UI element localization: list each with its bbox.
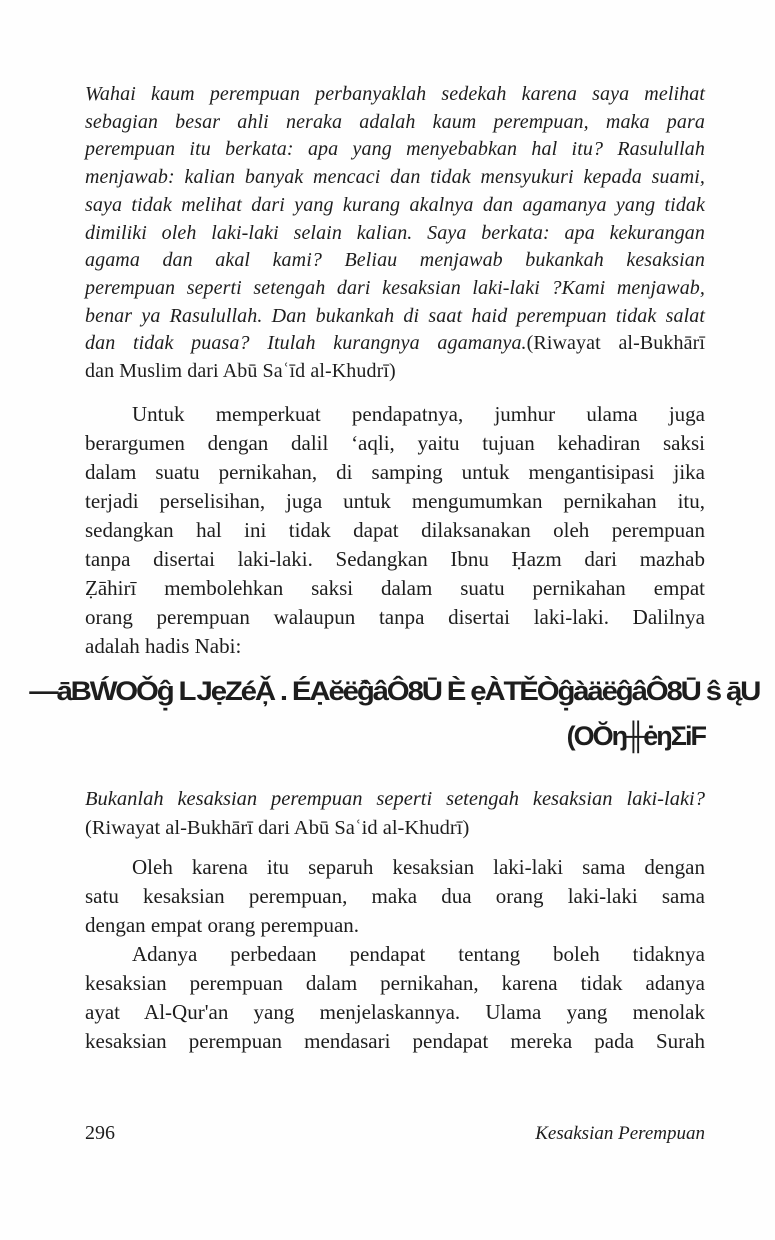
- text-line: [85, 192, 705, 220]
- italic-text-segment: dan tidak puasa? Itulah kurangnya agamanya.: [85, 332, 527, 355]
- text-segment: —āBẂOǑĝ̣ ǇẹZéǍ̦ . ÉẠĕëĝ̀âÔ8Ū È ẹÀTĚÒĝ̣àäëĝâÔ8Ū ŝ ą̄U: [29, 675, 760, 706]
- italic-text-segment: benar ya Rasulullah. Dan bukankah di saat haid perempuan tidak salat: [85, 304, 705, 327]
- page-number: 296: [85, 1122, 115, 1144]
- text-segment: ayat Al-Qur'an yang menjelaskannya. Ulama yang menolak: [85, 999, 705, 1024]
- text-segment: (Riwayat al-Bukhārī dari Abū Saʿid al-Khudrī): [85, 816, 470, 839]
- running-title: Kesaksian Perempuan: [535, 1123, 705, 1144]
- body-paragraph-adanya-perbedaan: [85, 940, 705, 1056]
- text-segment: (OŎŋ╫ėŋΣiF: [566, 720, 705, 751]
- text-segment: dalam suatu pernikahan, di samping untuk mengantisipasi jika: [85, 459, 705, 484]
- text-line: [85, 275, 705, 303]
- text-line: [29, 669, 760, 714]
- text-segment: Adanya perbedaan pendapat tentang boleh tidaknya: [132, 941, 705, 966]
- text-line: [85, 814, 705, 843]
- text-segment: (Riwayat al-Bukhārī: [526, 332, 705, 355]
- text-line: [85, 164, 705, 192]
- text-segment: terjadi perselisihan, juga untuk mengumumkan pernikahan itu,: [85, 488, 705, 513]
- text-line: [85, 574, 705, 603]
- text-line: [85, 969, 705, 998]
- text-line: [85, 714, 705, 759]
- text-line: [85, 632, 705, 661]
- text-line: [85, 330, 705, 358]
- text-segment: dengan empat orang perempuan.: [85, 912, 360, 937]
- text-segment: kesaksian perempuan mendasari pendapat mereka pada Surah: [85, 1028, 705, 1053]
- italic-text-segment: Wahai kaum perempuan perbanyaklah sedekah karena saya melihat: [85, 83, 705, 105]
- text-line: [85, 109, 705, 137]
- text-line: [85, 136, 705, 164]
- text-segment: satu kesaksian perempuan, maka dua orang laki-laki sama: [85, 883, 705, 908]
- italic-text-segment: Bukanlah kesaksian perempuan seperti setengah kesaksian laki-laki?: [85, 787, 705, 810]
- text-line: [85, 853, 705, 882]
- text-line: [85, 603, 705, 632]
- italic-text-segment: agama dan akal kami? Beliau menjawab bukankah kesaksian: [85, 249, 705, 272]
- text-line: [85, 81, 705, 109]
- text-segment: Untuk memperkuat pendapatnya, jumhur ulama juga: [132, 401, 705, 426]
- text-segment: sedangkan hal ini tidak dapat dilaksanakan oleh perempuan: [85, 517, 705, 542]
- text-line: [85, 545, 705, 574]
- text-segment: dan Muslim dari Abū Saʿīd al-Khudrī): [85, 360, 396, 383]
- text-line: [85, 516, 705, 545]
- text-segment: kesaksian perempuan dalam pernikahan, karena tidak adanya: [85, 970, 705, 995]
- text-line: [85, 429, 705, 458]
- text-line: [85, 458, 705, 487]
- text-segment: Oleh karena itu separuh kesaksian laki-laki sama dengan: [132, 854, 705, 879]
- text-column: [29, 81, 760, 1056]
- body-paragraph-oleh-karena: [85, 853, 705, 940]
- italic-text-segment: dimiliki oleh laki-laki selain kalian. Saya berkata: apa kekurangan: [85, 221, 705, 244]
- text-line: [85, 400, 705, 429]
- text-line: [85, 940, 705, 969]
- text-line: [85, 911, 705, 940]
- italic-text-segment: menjawab: kalian banyak mencaci dan tidak mensyukuri kepada suami,: [85, 166, 705, 189]
- hadith-translation-paragraph: [85, 785, 705, 843]
- text-line: [85, 303, 705, 331]
- text-line: [85, 998, 705, 1027]
- italic-text-segment: perempuan seperti setengah dari kesaksian laki-laki ?Kami menjawab,: [85, 276, 705, 299]
- arabic-hadith-text: [29, 669, 760, 759]
- italic-text-segment: saya tidak melihat dari yang kurang akalnya dan agamanya yang tidak: [85, 193, 705, 216]
- text-segment: orang perempuan walaupun tanpa disertai laki-laki. Dalilnya: [85, 604, 705, 629]
- text-line: [85, 1027, 705, 1056]
- italic-text-segment: perempuan itu berkata: apa yang menyebabkan hal itu? Rasulullah: [85, 138, 705, 161]
- text-segment: berargumen dengan dalil ‘aqli, yaitu tujuan kehadiran saksi: [85, 430, 705, 455]
- italic-text-segment: sebagian besar ahli neraka adalah kaum perempuan, maka para: [85, 110, 705, 133]
- hadith-quote-paragraph: [85, 81, 705, 386]
- body-paragraph-jumhur-ulama: [85, 400, 705, 661]
- text-line: [85, 487, 705, 516]
- text-line: [85, 358, 705, 386]
- text-line: [85, 882, 705, 911]
- text-line: [85, 247, 705, 275]
- text-line: [85, 220, 705, 248]
- text-line: [85, 785, 705, 814]
- text-segment: Ẓāhirī membolehkan saksi dalam suatu pernikahan empat: [85, 575, 705, 600]
- page-footer: [85, 1122, 705, 1145]
- text-segment: tanpa disertai laki-laki. Sedangkan Ibnu Ḥazm dari mazhab: [85, 546, 705, 571]
- text-segment: adalah hadis Nabi:: [85, 633, 242, 658]
